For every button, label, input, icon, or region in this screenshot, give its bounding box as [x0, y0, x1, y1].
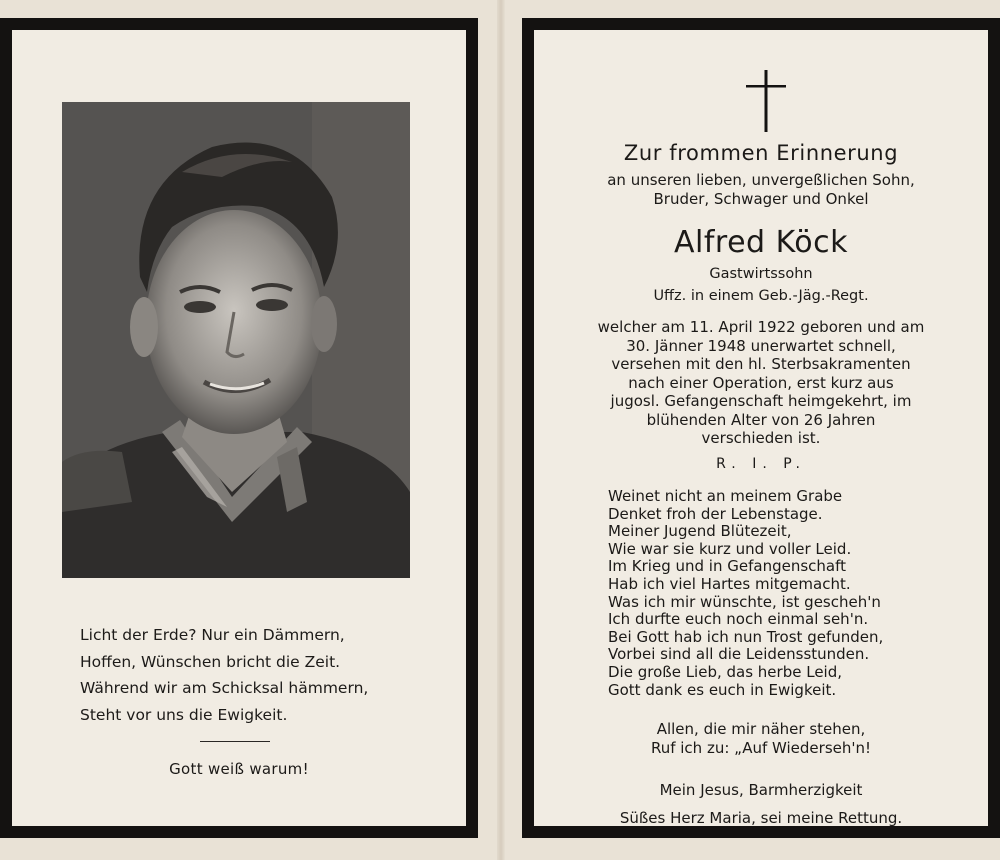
- biography-line: jugosl. Gefangenschaft heimgekehrt, im: [610, 392, 912, 410]
- left-poem: [80, 622, 420, 728]
- right-poem-line: Weinet nicht an meinem Grabe: [608, 487, 843, 505]
- biography-line: verschieden ist.: [701, 429, 821, 447]
- cross-icon: [746, 70, 786, 132]
- deceased-name: Alfred Köck: [673, 225, 849, 260]
- right-poem-line: Bei Gott hab ich nun Trost gefunden,: [608, 627, 884, 646]
- right-poem-line: Meiner Jugend Blütezeit,: [608, 522, 792, 541]
- center-fold: [497, 0, 505, 860]
- right-poem-line: Wie war sie kurz und voller Leid.: [608, 539, 852, 558]
- biography: [534, 318, 988, 448]
- right-poem-line: Gott dank es euch in Ewigkeit.: [608, 680, 837, 699]
- left-poem-line: Hoffen, Wünschen bricht die Zeit.: [80, 652, 341, 671]
- right-poem-line: Denket froh der Lebenstage.: [608, 504, 823, 523]
- subtitle-line: Uffz. in einem Geb.-Jäg.-Regt.: [653, 288, 869, 304]
- left-poem-line: Steht vor uns die Ewigkeit.: [80, 705, 288, 724]
- right-poem-line: Was ich mir wünschte, ist gescheh'n: [608, 592, 881, 611]
- left-poem-line: Während wir am Schicksal hämmern,: [80, 679, 369, 697]
- closing-line: Allen, die mir näher stehen,: [656, 720, 866, 738]
- biography-line: welcher am 11. April 1922 geboren und am: [597, 318, 925, 336]
- intro-text: [534, 171, 988, 209]
- closing-line: Ruf ich zu: „Auf Wiederseh'n!: [650, 738, 872, 757]
- right-poem: [608, 488, 968, 699]
- right-poem-line: Ich durfte euch noch einmal seh'n.: [608, 610, 869, 629]
- biography-line: nach einer Operation, erst kurz aus: [628, 373, 894, 392]
- right-poem-line: Hab ich viel Hartes mitgemacht.: [608, 574, 851, 593]
- right-poem-line: Die große Lieb, das herbe Leid,: [608, 662, 843, 681]
- biography-line: versehen mit den hl. Sterbsakramenten: [611, 355, 911, 373]
- right-poem-line: Vorbei sind all die Leidensstunden.: [608, 645, 870, 664]
- divider-line: [200, 741, 270, 742]
- prayers: [534, 776, 988, 832]
- right-closing: [534, 720, 988, 757]
- portrait-illustration: [62, 102, 410, 578]
- memorial-title: Zur frommen Erinnerung: [623, 141, 899, 165]
- right-poem-line: Im Krieg und in Gefangenschaft: [608, 557, 846, 576]
- left-poem-line: Licht der Erde? Nur ein Dämmern,: [80, 626, 345, 644]
- left-card: [0, 18, 478, 838]
- left-closing: Gott weiß warum!: [169, 760, 309, 778]
- biography-line: 30. Jänner 1948 unerwartet schnell,: [626, 336, 896, 355]
- intro-line: Bruder, Schwager und Onkel: [653, 190, 869, 208]
- right-card: [522, 18, 1000, 838]
- biography-line: blühenden Alter von 26 Jahren: [646, 410, 876, 429]
- prayer-line: Mein Jesus, Barmherzigkeit: [659, 781, 863, 799]
- portrait-photo: [62, 102, 410, 578]
- intro-line: an unseren lieben, unvergeßlichen Sohn,: [607, 171, 915, 189]
- subtitle-line: Gastwirtssohn: [709, 266, 813, 282]
- subtitle: [534, 263, 988, 307]
- prayer-line: Süßes Herz Maria, sei meine Rettung.: [619, 809, 903, 827]
- rip-text: R. I. P.: [716, 456, 806, 472]
